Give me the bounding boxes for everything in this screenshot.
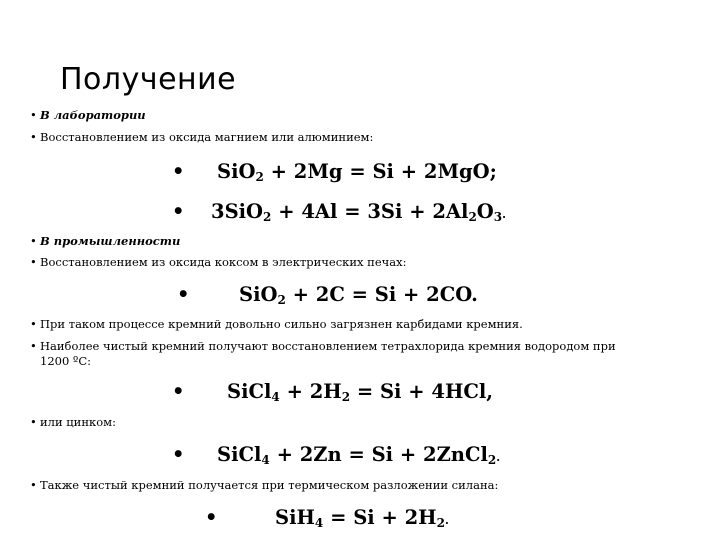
list-item-ind-method [30, 255, 406, 270]
bullet: • [30, 415, 37, 429]
bullet: • [30, 108, 37, 122]
pure-note-line-1: Наиболее чистый кремний получают восстановлением тетрахлорида кремния водородом при [40, 339, 616, 353]
bullet: • [172, 380, 185, 403]
lab-method-text: Восстановлением из оксида магнием или алюминием: [40, 130, 374, 144]
list-item-ind-heading [30, 234, 180, 249]
lab-heading: В лаборатории [40, 108, 146, 122]
list-item-lab-heading [30, 108, 146, 123]
list-item-lab-method [30, 130, 373, 145]
carbide-note-text: При таком процессе кремний довольно сильно загрязнен карбидами кремния. [40, 317, 523, 331]
formula-4: SiCl$_4$ + $2H_2 = Si + 4HCl$, [227, 380, 494, 404]
list-item-carbide-note [30, 317, 523, 332]
bullet: • [30, 130, 37, 144]
list-item-silane-note [30, 478, 498, 493]
bullet: • [30, 234, 37, 248]
bullet: • [205, 506, 218, 529]
formula-1: SiO$_2$ + 2Mg = Si + 2MgO; [217, 160, 497, 184]
bullet: • [177, 283, 190, 306]
formula-2: $3SiO_2 + 4Al = 3Si + 2Al_2O_3$. [211, 200, 506, 224]
pure-note-line-2: 1200 ºС: [40, 354, 92, 368]
industry-heading: В промышленности [40, 234, 181, 248]
bullet: • [30, 339, 37, 353]
list-item-pure-note [30, 339, 680, 369]
zinc-note-text: или цинком: [40, 415, 116, 429]
slide-title: Получение [60, 62, 237, 97]
formula-5: SiCl$_4$ + 2Zn = Si + 2ZnCl$_2$. [217, 443, 501, 467]
bullet: • [30, 478, 37, 492]
bullet: • [172, 160, 185, 183]
formula-6: $SiH_4 = Si + 2H_2$. [275, 506, 449, 530]
bullet: • [30, 255, 37, 269]
list-item-zinc-note [30, 415, 116, 430]
silane-note-text: Также чистый кремний получается при термическом разложении силана: [40, 478, 499, 492]
formula-3: SiO$_2$ + 2C = Si + 2CO. [239, 283, 478, 307]
bullet: • [30, 317, 37, 331]
industry-method-text: Восстановлением из оксида коксом в электрических печах: [40, 255, 407, 269]
bullet: • [172, 200, 185, 223]
bullet: • [172, 443, 185, 466]
